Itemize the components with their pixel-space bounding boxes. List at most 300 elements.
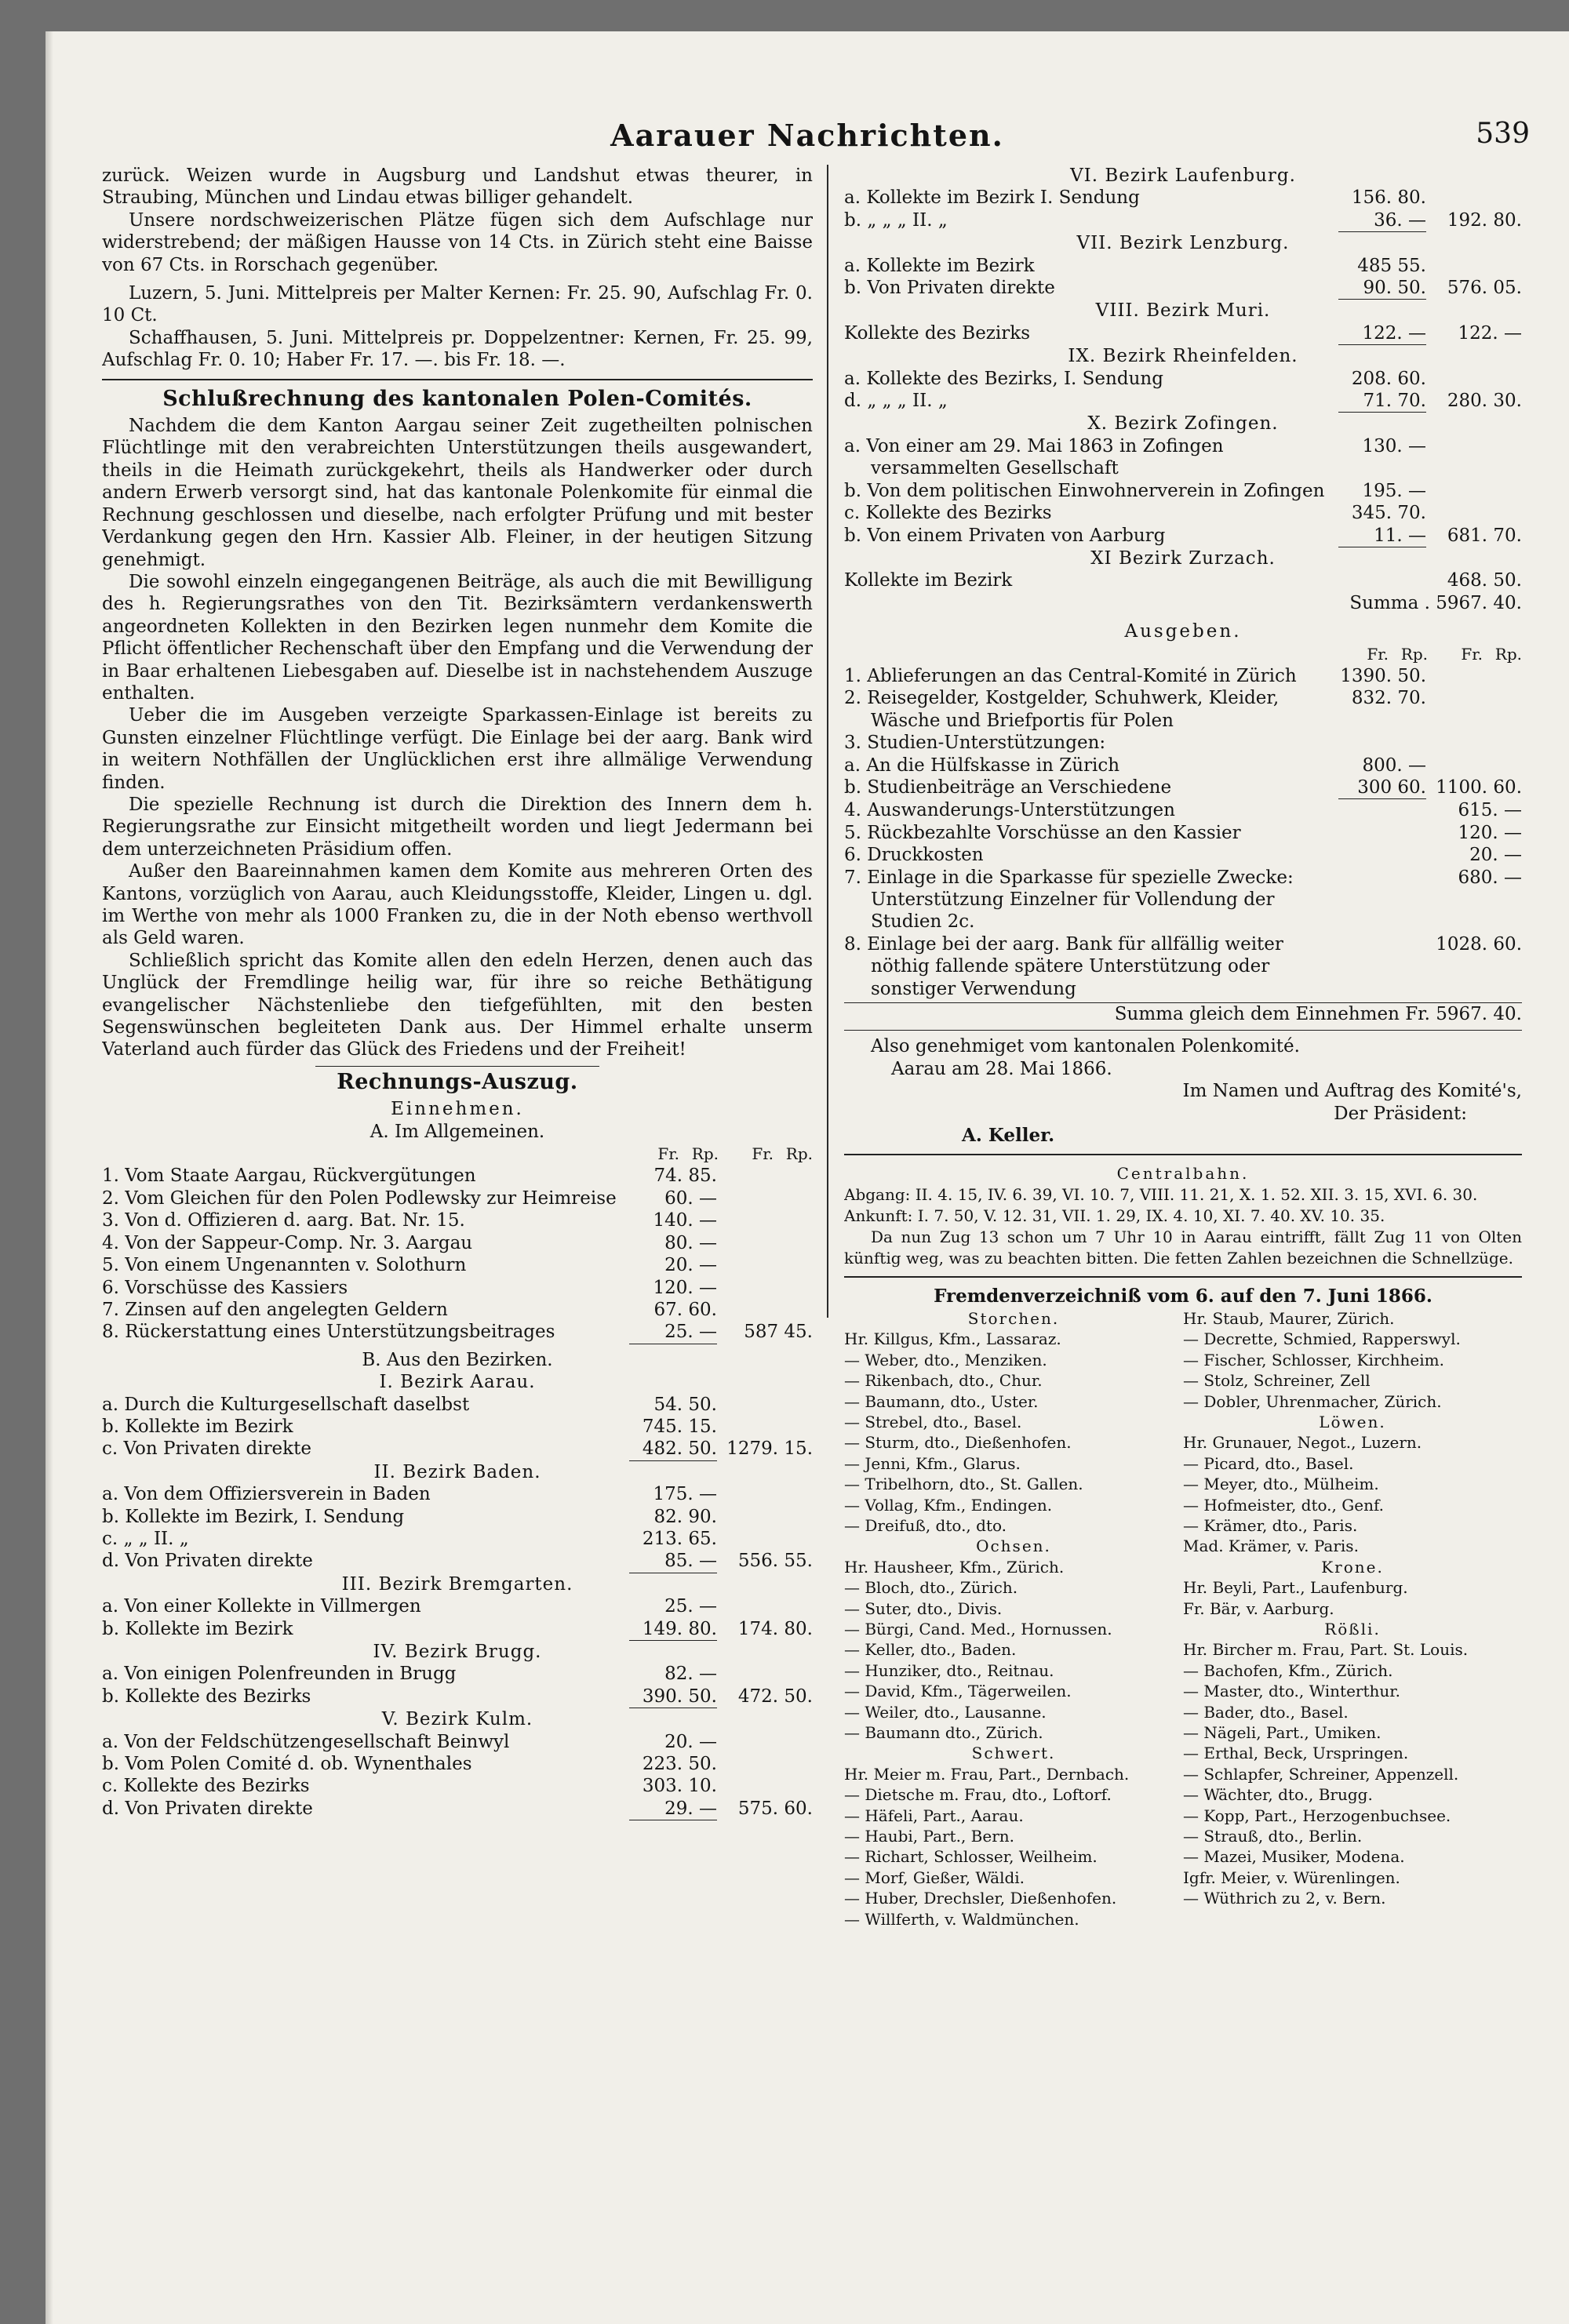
guest-entry: Hr. Meier m. Frau, Part., Dernbach. xyxy=(844,1764,1130,1784)
guest-entry: — Kopp, Part., Herzogenbuchsee. xyxy=(1183,1806,1451,1825)
ledger-subtotal xyxy=(1426,187,1522,209)
ledger-amount: 36. — xyxy=(1338,209,1426,232)
district-income-list xyxy=(102,1371,813,1820)
district-heading: III. Bezirk Bremgarten. xyxy=(341,1573,573,1595)
ledger-subtotal xyxy=(1426,687,1522,732)
ledger-subtotal xyxy=(717,1528,813,1550)
ledger-subtotal xyxy=(717,1165,813,1187)
ledger-label: a. Durch die Kulturgesellschaft daselbst xyxy=(102,1394,470,1415)
report-body xyxy=(102,415,813,1061)
right-column xyxy=(844,165,1522,2318)
section-a-heading: A. Im Allgemeinen. xyxy=(369,1121,545,1142)
luzern-price: Luzern, 5. Juni. Mittelpreis per Malter Kernen: Fr. 25. 90, Aufschlag Fr. 0. 10 Ct. xyxy=(102,283,813,326)
ledger-subtotal xyxy=(1426,732,1522,754)
district-items xyxy=(102,1394,813,1461)
ledger-subtotal xyxy=(717,1483,813,1505)
ledger-row xyxy=(844,687,1522,732)
report-paragraph: Die sowohl einzeln eingegangenen Beiträge, als auch die mit Bewilligung des h. Regierungsrathes von den Tit. Bezirksämtern verdankenswerth angeordneten Kollekten in den Bezirken legen nunmehr dem Komite die Pflicht öffentlicher Rechenschaft über den Empfang und die Verwendung der in Baar erhaltenen Liebesgaben auf. Dieselbe ist in nachstehendem Auszuge enthalten. xyxy=(102,571,813,704)
rail-note: Da nun Zug 13 schon um 7 Uhr 10 in Aarau eintrifft, fällt Zug 11 von Olten künftig weg, was zu beachten bitten. Die fetten Zahlen bezeichnen die Schnellzüge. xyxy=(844,1227,1522,1268)
ledger-amount: 390. 50. xyxy=(629,1686,717,1708)
section-b-heading: B. Aus den Bezirken. xyxy=(362,1349,553,1370)
guest-entry: — Wächter, dto., Brugg. xyxy=(1183,1785,1373,1805)
ledger-subtotal: 472. 50. xyxy=(737,1686,813,1707)
district-items xyxy=(102,1483,813,1573)
ledger-amount xyxy=(1338,799,1426,821)
district-heading: IX. Bezirk Rheinfelden. xyxy=(1068,346,1298,367)
ledger-subtotal: 1279. 15. xyxy=(726,1438,813,1460)
ledger-label: 1. Vom Staate Aargau, Rückvergütungen xyxy=(102,1166,476,1187)
ledger-amount: 208. 60. xyxy=(1351,368,1426,389)
district-heading: V. Bezirk Kulm. xyxy=(381,1709,533,1730)
guest-entry: — Erthal, Beck, Urspringen. xyxy=(1183,1744,1409,1763)
ledger-row xyxy=(102,1731,813,1753)
ledger-label: a. Kollekte des Bezirks, I. Sendung xyxy=(844,368,1163,389)
ledger-amount: 345. 70. xyxy=(1351,503,1426,524)
ledger-row xyxy=(844,569,1522,591)
column-rule xyxy=(827,165,828,1318)
district-heading: VI. Bezirk Laufenburg. xyxy=(1070,165,1296,186)
ledger-amount: 120. — xyxy=(653,1277,717,1298)
page-header xyxy=(46,118,1569,165)
ledger-row xyxy=(844,322,1522,345)
col-fr: Fr. xyxy=(1367,644,1389,664)
divider xyxy=(844,1276,1522,1278)
ledger-amount: 1390. 50. xyxy=(1340,665,1426,686)
newspaper-page xyxy=(46,31,1569,2324)
ledger-amount: 29. — xyxy=(629,1798,717,1820)
ledger-row xyxy=(844,368,1522,390)
district-heading: VIII. Bezirk Muri. xyxy=(1095,300,1271,322)
einnehmen-heading: Einnehmen. xyxy=(391,1099,524,1120)
guest-entry: Igfr. Meier, v. Würenlingen. xyxy=(1183,1868,1400,1887)
ledger-label: 5. Rückbezahlte Vorschüsse an den Kassier xyxy=(844,822,1241,843)
ledger-subtotal: 280. 30. xyxy=(1447,391,1522,412)
district-items xyxy=(102,1663,813,1708)
col-fr: Fr. xyxy=(657,1144,679,1164)
rail-arrivals: Ankunft: I. 7. 50, V. 12. 31, VII. 1. 29, IX. 4. 10, XI. 7. 40. XV. 10. 35. xyxy=(844,1206,1385,1226)
ledger-label: 6. Vorschüsse des Kassiers xyxy=(102,1277,348,1298)
in-namen: Im Namen und Auftrag des Komité's, xyxy=(1182,1081,1522,1102)
ausgeben-heading: Ausgeben. xyxy=(1124,621,1242,642)
guest-entry: — Nägeli, Part., Umiken. xyxy=(1183,1723,1382,1742)
currency-header xyxy=(102,1143,813,1165)
ledger-label: a. Kollekte im Bezirk xyxy=(844,255,1035,276)
ledger-row xyxy=(844,799,1522,821)
ledger-label: c. Kollekte des Bezirks xyxy=(102,1776,310,1797)
ledger-label: 8. Rückerstattung eines Unterstützungsbeitrages xyxy=(102,1322,555,1343)
ledger-amount: 25. — xyxy=(664,1596,717,1617)
currency-header xyxy=(844,643,1522,665)
guest-entry: — Bürgi, Cand. Med., Hornussen. xyxy=(844,1619,1112,1638)
ledger-label: a. Von einer Kollekte in Villmergen xyxy=(102,1596,421,1617)
guest-entry: — Tribelhorn, dto., St. Gallen. xyxy=(844,1475,1083,1494)
page-number: 539 xyxy=(1476,118,1530,150)
ledger-subtotal xyxy=(717,1394,813,1416)
ledger-subtotal: 468. 50. xyxy=(1447,570,1522,591)
summa-gleich: Summa gleich dem Einnehmen Fr. 5967. 40. xyxy=(844,1002,1522,1025)
district-items xyxy=(844,569,1522,591)
guest-entry: — Weber, dto., Menziken. xyxy=(844,1350,1047,1369)
guest-entry: — Rikenbach, dto., Chur. xyxy=(844,1371,1043,1391)
ledger-row xyxy=(102,1663,813,1685)
district-heading: I. Bezirk Aarau. xyxy=(379,1372,536,1393)
inn-heading: Schwert. xyxy=(971,1744,1056,1763)
guest-entry: — Richart, Schlosser, Weilheim. xyxy=(844,1847,1098,1867)
guest-entry: Hr. Grunauer, Negot., Luzern. xyxy=(1183,1433,1422,1453)
ledger-label: d. Von Privaten direkte xyxy=(102,1551,313,1572)
guest-entry: — Morf, Gießer, Wäldi. xyxy=(844,1868,1025,1887)
place-date: Aarau am 28. Mai 1866. xyxy=(891,1058,1112,1079)
ledger-label: a. Von einigen Polenfreunden in Brugg xyxy=(102,1664,457,1685)
ledger-subtotal xyxy=(717,1232,813,1254)
guest-entry: — Sturm, dto., Dießenhofen. xyxy=(844,1433,1072,1453)
ledger-subtotal xyxy=(717,1731,813,1753)
ledger-amount: 213. 65. xyxy=(642,1528,717,1549)
guest-entry: — Schlapfer, Schreiner, Appenzell. xyxy=(1183,1764,1459,1784)
ledger-amount xyxy=(1338,569,1426,591)
rail-departures: Abgang: II. 4. 15, IV. 6. 39, VI. 10. 7, VIII. 11. 21, X. 1. 52. XII. 3. 15, XVI. 6. 30. xyxy=(844,1185,1478,1205)
ledger-label: b. Von einem Privaten von Aarburg xyxy=(844,525,1166,546)
schaffhausen-price: Schaffhausen, 5. Juni. Mittelpreis pr. Doppelzentner: Kernen, Fr. 25. 99, Aufschlag Fr. 0. 10; Haber Fr. 17. —. bis Fr. 18. —. xyxy=(102,327,813,371)
ledger-label: a. Von dem Offiziersverein in Baden xyxy=(102,1484,431,1505)
ledger-row xyxy=(102,1321,813,1344)
guest-entry: — Wüthrich zu 2, v. Bern. xyxy=(1183,1889,1386,1908)
ledger-label: c. Kollekte des Bezirks xyxy=(844,503,1052,524)
district-items xyxy=(844,187,1522,232)
ledger-label: 8. Einlage bei der aarg. Bank für allfällig weiter nöthig fallende spätere Unterstützung oder sonstiger Verwendung xyxy=(844,933,1283,999)
ledger-amount: 122. — xyxy=(1338,322,1426,345)
ledger-subtotal xyxy=(717,1506,813,1528)
ledger-amount: 20. — xyxy=(664,1255,717,1276)
ledger-amount: 140. — xyxy=(653,1210,717,1231)
ledger-row xyxy=(102,1416,813,1438)
ledger-amount: 482. 50. xyxy=(629,1438,717,1460)
col-rp: Rp. xyxy=(1400,644,1428,664)
guest-entry: — Bader, dto., Basel. xyxy=(1183,1702,1349,1722)
guest-entry: — Häfeli, Part., Aarau. xyxy=(844,1806,1024,1825)
guest-entry: — Krämer, dto., Paris. xyxy=(1183,1515,1358,1535)
ledger-row xyxy=(844,844,1522,866)
ledger-label: 7. Zinsen auf den angelegten Geldern xyxy=(102,1299,448,1320)
ledger-label: a. Von der Feldschützengesellschaft Beinwyl xyxy=(102,1731,510,1752)
ledger-subtotal: 587 45. xyxy=(744,1322,813,1343)
expense-list xyxy=(844,665,1522,1000)
district-items xyxy=(102,1595,813,1641)
ledger-subtotal: 680. — xyxy=(1458,867,1522,888)
inn-heading: Krone. xyxy=(1321,1557,1384,1577)
ledger-row xyxy=(102,1528,813,1550)
district-income-list-cont xyxy=(844,165,1522,592)
ledger-subtotal xyxy=(717,1299,813,1321)
ledger-amount: 745. 15. xyxy=(642,1416,717,1437)
col-fr: Fr. xyxy=(1461,644,1483,664)
ledger-subtotal: 120. — xyxy=(1458,822,1522,843)
auszug-title: Rechnungs-Auszug. xyxy=(337,1069,578,1094)
ledger-label: b. Vom Polen Comité d. ob. Wynenthales xyxy=(102,1754,472,1775)
report-paragraph: Die spezielle Rechnung ist durch die Direktion des Innern dem h. Regierungsrathe zur Einsicht mitgetheilt worden und liegt Jedermann bei dem unterzeichneten Präsidium offen. xyxy=(102,794,813,860)
district-heading: XI Bezirk Zurzach. xyxy=(1090,547,1276,569)
ledger-amount xyxy=(1338,732,1426,754)
ledger-amount: 11. — xyxy=(1338,525,1426,547)
ledger-label: a. Von einer am 29. Mai 1863 in Zofingen versammelten Gesellschaft xyxy=(844,435,1224,479)
ledger-row xyxy=(844,822,1522,844)
guest-entry: Hr. Bircher m. Frau, Part. St. Louis. xyxy=(1183,1640,1469,1660)
ledger-amount: 130. — xyxy=(1362,435,1426,456)
guest-entry: — David, Kfm., Tägerweilen. xyxy=(844,1682,1072,1701)
ledger-amount: 303. 10. xyxy=(642,1776,717,1797)
ledger-amount: 800. — xyxy=(1362,755,1426,776)
ledger-subtotal: 1100. 60. xyxy=(1436,776,1522,798)
ledger-label: 4. Auswanderungs-Unterstützungen xyxy=(844,800,1175,821)
guest-entry: — Huber, Drechsler, Dießenhofen. xyxy=(844,1889,1117,1908)
district-items xyxy=(844,368,1522,413)
section-divider xyxy=(102,379,813,380)
ledger-row xyxy=(844,255,1522,277)
ledger-label: 3. Studien-Unterstützungen: xyxy=(844,733,1106,754)
guest-list-left xyxy=(844,1308,1183,1929)
ledger-row xyxy=(844,390,1522,413)
ledger-amount: 85. — xyxy=(629,1550,717,1573)
divider xyxy=(844,1154,1522,1155)
ledger-label: 1. Ablieferungen an das Central-Komité in Zürich xyxy=(844,665,1297,686)
ledger-label: Kollekte im Bezirk xyxy=(844,570,1013,591)
guest-entry: — Mazei, Musiker, Modena. xyxy=(1183,1847,1405,1867)
guest-entry: — Weiler, dto., Lausanne. xyxy=(844,1702,1047,1722)
guest-list-right xyxy=(1183,1308,1522,1929)
guest-entry: — Master, dto., Winterthur. xyxy=(1183,1682,1401,1701)
ledger-row xyxy=(102,1277,813,1299)
guest-entry: — Vollag, Kfm., Endingen. xyxy=(844,1495,1053,1515)
ledger-label: d. Von Privaten direkte xyxy=(102,1798,313,1819)
ledger-subtotal: 576. 05. xyxy=(1447,278,1522,299)
guest-entry: — Baumann, dto., Uster. xyxy=(844,1391,1039,1411)
ledger-label: d. „ „ „ II. „ xyxy=(844,391,948,412)
ledger-subtotal: 20. — xyxy=(1469,845,1522,866)
ledger-amount: 195. — xyxy=(1362,480,1426,501)
guest-entry: — Jenni, Kfm., Glarus. xyxy=(844,1453,1021,1473)
ledger-amount xyxy=(1338,844,1426,866)
guest-entry: — Strebel, dto., Basel. xyxy=(844,1412,1022,1431)
guest-entry: — Decrette, Schmied, Rapperswyl. xyxy=(1183,1329,1461,1349)
ledger-label: 7. Einlage in die Sparkasse für spezielle Zwecke: Unterstützung Einzelner für Vollendung der Studien 2c. xyxy=(844,867,1294,933)
ledger-label: Kollekte des Bezirks xyxy=(844,322,1031,344)
ledger-subtotal: 1028. 60. xyxy=(1436,933,1522,955)
ledger-subtotal xyxy=(1426,502,1522,524)
ledger-amount: 300 60. xyxy=(1338,776,1426,799)
ledger-subtotal xyxy=(1426,755,1522,776)
ledger-subtotal xyxy=(717,1277,813,1299)
ledger-subtotal: 174. 80. xyxy=(737,1618,813,1639)
ledger-row xyxy=(844,933,1522,1000)
ledger-label: b. Kollekte im Bezirk, I. Sendung xyxy=(102,1506,405,1527)
ledger-amount: 60. — xyxy=(664,1187,717,1209)
ledger-subtotal: 192. 80. xyxy=(1447,209,1522,231)
ledger-subtotal xyxy=(717,1416,813,1438)
ledger-label: c. „ „ II. „ xyxy=(102,1528,189,1549)
ledger-label: 5. Von einem Ungenannten v. Solothurn xyxy=(102,1255,467,1276)
ledger-label: c. Von Privaten direkte xyxy=(102,1438,311,1460)
market-report-2: Unsere nordschweizerischen Plätze fügen sich dem Aufschlage nur widerstrebend; der mäßigen Hausse von 14 Cts. in Zürich steht eine Baisse von 67 Cts. in Rorschach gegenüber. xyxy=(102,209,813,275)
guest-entry: — Willferth, v. Waldmünchen. xyxy=(844,1909,1079,1929)
report-paragraph: Schließlich spricht das Komite allen den edeln Herzen, denen auch das Unglück der Fremdlinge heilig war, für ihre so reiche Bethätigung evangelischer Nächstenliebe den tiefgefühlten, mit den besten Segenswünschen begleiteten Dank aus. Der Himmel erhalte unserm Vaterland auch fürder das Glück des Friedens und der Freiheit! xyxy=(102,950,813,1060)
signature: A. Keller. xyxy=(962,1125,1055,1147)
ledger-row xyxy=(102,1394,813,1416)
ledger-subtotal: 556. 55. xyxy=(737,1551,813,1572)
ledger-row xyxy=(102,1753,813,1775)
ledger-amount: 149. 80. xyxy=(629,1618,717,1641)
district-items xyxy=(102,1731,813,1821)
approval-note: Also genehmiget vom kantonalen Polenkomité. xyxy=(871,1036,1300,1057)
ledger-amount: 223. 50. xyxy=(642,1754,717,1775)
inn-heading: Storchen. xyxy=(967,1308,1060,1328)
ledger-amount xyxy=(1338,867,1426,933)
ledger-row xyxy=(102,1618,813,1641)
market-report: zurück. Weizen wurde in Augsburg und Landshut etwas theurer, in Straubing, München und Lindau etwas billiger gehandelt. xyxy=(102,165,813,209)
ledger-subtotal xyxy=(717,1753,813,1775)
ledger-subtotal xyxy=(1426,480,1522,502)
ledger-subtotal xyxy=(1426,435,1522,480)
ledger-row xyxy=(102,1209,813,1231)
guest-entry: — Dreifuß, dto., dto. xyxy=(844,1515,1007,1535)
col-rp: Rp. xyxy=(691,1144,719,1164)
ledger-label: a. An die Hülfskasse in Zürich xyxy=(844,755,1120,776)
ledger-amount: 25. — xyxy=(629,1321,717,1344)
col-rp: Rp. xyxy=(785,1144,813,1164)
summa-row xyxy=(844,592,1522,614)
guest-entry: — Hunziker, dto., Reitnau. xyxy=(844,1660,1054,1680)
guest-entry: — Bachofen, Kfm., Zürich. xyxy=(1183,1660,1393,1680)
inn-heading: Rößli. xyxy=(1324,1619,1381,1638)
fremden-title: Fremdenverzeichniß vom 6. auf den 7. Juni 1866. xyxy=(934,1286,1432,1307)
ledger-row xyxy=(844,480,1522,502)
ledger-row xyxy=(844,209,1522,232)
guest-list xyxy=(844,1308,1522,1929)
ledger-row xyxy=(844,525,1522,547)
ledger-subtotal xyxy=(717,1254,813,1276)
report-paragraph: Außer den Baareinnahmen kamen dem Komite aus mehreren Orten des Kantons, vorzüglich von Aarau, auch Kleidungsstoffe, Kleider, Lingen u. dgl. im Werthe von mehr als 1000 Franken zu, die in der Noth ebenso werthvoll als Geld waren. xyxy=(102,861,813,949)
ledger-label: b. Kollekte im Bezirk xyxy=(102,1416,293,1437)
guest-entry: — Hofmeister, dto., Genf. xyxy=(1183,1495,1384,1515)
ledger-row xyxy=(102,1438,813,1460)
ledger-subtotal xyxy=(717,1663,813,1685)
ledger-amount: 54. 50. xyxy=(653,1394,717,1415)
guest-entry: — Dietsche m. Frau, dto., Loftorf. xyxy=(844,1785,1112,1805)
inn-heading: Ochsen. xyxy=(976,1537,1051,1556)
guest-entry: Hr. Beyli, Part., Laufenburg. xyxy=(1183,1578,1408,1598)
ledger-row xyxy=(844,502,1522,524)
ledger-label: 2. Reisegelder, Kostgelder, Schuhwerk, Kleider, Wäsche und Briefportis für Polen xyxy=(844,688,1280,731)
ledger-row xyxy=(102,1595,813,1617)
ledger-label: b. Kollekte im Bezirk xyxy=(102,1618,293,1639)
guest-entry: — Suter, dto., Divis. xyxy=(844,1598,1003,1618)
ledger-subtotal xyxy=(1426,255,1522,277)
ledger-row xyxy=(844,776,1522,799)
ledger-amount: 67. 60. xyxy=(653,1299,717,1320)
ledger-row xyxy=(102,1798,813,1820)
inn-heading: Löwen. xyxy=(1319,1412,1386,1431)
ledger-row xyxy=(102,1232,813,1254)
ledger-row xyxy=(844,277,1522,300)
ledger-label: b. Von dem politischen Einwohnerverein in Zofingen xyxy=(844,480,1325,501)
left-column xyxy=(102,165,813,2318)
ledger-subtotal: 615. — xyxy=(1458,800,1522,821)
short-divider xyxy=(315,1066,599,1067)
divider xyxy=(844,1030,1522,1031)
report-paragraph: Nachdem die dem Kanton Aargau seiner Zeit zugetheilten polnischen Flüchtlinge mit den verabreichten Unterstützungen theils ausgewandert, theils in die Heimath zurückgekehrt, theils als Handwerker oder durch andern Erwerb versorgt sind, hat das kantonale Polenkomite für einmal die Rechnung geschlossen und dieselbe, nach erfolgter Prüfung und mit bester Verdankung gegen den Hrn. Kassier Alb. Fleiner, in der heutigen Sitzung genehmigt. xyxy=(102,416,813,570)
ledger-subtotal xyxy=(717,1595,813,1617)
ledger-label: b. Von Privaten direkte xyxy=(844,278,1055,299)
district-items xyxy=(844,435,1522,547)
ledger-label: 3. Von d. Offizieren d. aarg. Bat. Nr. 15. xyxy=(102,1210,465,1231)
guest-entry: — Fischer, Schlosser, Kirchheim. xyxy=(1183,1350,1444,1369)
ledger-row xyxy=(844,435,1522,480)
general-income-list xyxy=(102,1165,813,1344)
ledger-subtotal xyxy=(1426,368,1522,390)
ledger-label: b. Studienbeiträge an Verschiedene xyxy=(844,776,1172,798)
ledger-row xyxy=(844,187,1522,209)
ledger-label: b. „ „ „ II. „ xyxy=(844,209,948,231)
praesident: Der Präsident: xyxy=(1334,1103,1467,1124)
col-rp: Rp. xyxy=(1494,644,1522,664)
ledger-amount: 82. — xyxy=(664,1664,717,1685)
guest-entry: — Baumann dto., Zürich. xyxy=(844,1723,1043,1742)
guest-entry: Mad. Krämer, v. Paris. xyxy=(1183,1537,1359,1556)
district-items xyxy=(844,322,1522,345)
ledger-amount: 74. 85. xyxy=(653,1166,717,1187)
ledger-label: 2. Vom Gleichen für den Polen Podlewsky zur Heimreise xyxy=(102,1187,617,1209)
ledger-amount: 485 55. xyxy=(1357,255,1426,276)
guest-entry: — Dobler, Uhrenmacher, Zürich. xyxy=(1183,1391,1442,1411)
guest-entry: — Strauß, dto., Berlin. xyxy=(1183,1827,1363,1846)
ledger-label: b. Kollekte des Bezirks xyxy=(102,1686,311,1707)
district-heading: IV. Bezirk Brugg. xyxy=(373,1642,542,1662)
ledger-label: 4. Von der Sappeur-Comp. Nr. 3. Aargau xyxy=(102,1232,473,1253)
ledger-row xyxy=(102,1187,813,1209)
guest-entry: — Meyer, dto., Mülheim. xyxy=(1183,1475,1379,1494)
ledger-subtotal xyxy=(717,1775,813,1797)
ledger-row xyxy=(844,867,1522,933)
rail-title: Centralbahn. xyxy=(1116,1164,1250,1184)
ledger-amount: 20. — xyxy=(664,1731,717,1752)
ledger-row xyxy=(102,1686,813,1708)
ledger-row xyxy=(844,665,1522,687)
district-items xyxy=(844,255,1522,300)
ledger-amount: 82. 90. xyxy=(653,1506,717,1527)
ledger-amount: 71. 70. xyxy=(1338,390,1426,413)
guest-entry: Fr. Bär, v. Aarburg. xyxy=(1183,1598,1334,1618)
col-fr: Fr. xyxy=(752,1144,774,1164)
ledger-row xyxy=(102,1165,813,1187)
district-heading: X. Bezirk Zofingen. xyxy=(1087,413,1279,435)
summa-total: Summa . 5967. 40. xyxy=(1349,592,1522,613)
ledger-amount: 832. 70. xyxy=(1351,688,1426,709)
ledger-label: a. Kollekte im Bezirk I. Sendung xyxy=(844,187,1140,209)
ledger-amount xyxy=(1338,933,1426,1000)
ledger-amount: 156. 80. xyxy=(1351,187,1426,209)
guest-entry: — Keller, dto., Baden. xyxy=(844,1640,1017,1660)
ledger-row xyxy=(102,1483,813,1505)
ledger-amount: 80. — xyxy=(664,1232,717,1253)
guest-entry: Hr. Killgus, Kfm., Lassaraz. xyxy=(844,1329,1061,1349)
ledger-amount: 175. — xyxy=(653,1484,717,1505)
ledger-row xyxy=(102,1254,813,1276)
guest-entry: — Bloch, dto., Zürich. xyxy=(844,1578,1018,1598)
ledger-subtotal: 122. — xyxy=(1458,322,1522,344)
ledger-row xyxy=(844,732,1522,754)
district-heading: II. Bezirk Baden. xyxy=(373,1461,541,1482)
guest-entry: — Haubi, Part., Bern. xyxy=(844,1827,1015,1846)
report-title: Schlußrechnung des kantonalen Polen-Comités. xyxy=(162,386,752,411)
